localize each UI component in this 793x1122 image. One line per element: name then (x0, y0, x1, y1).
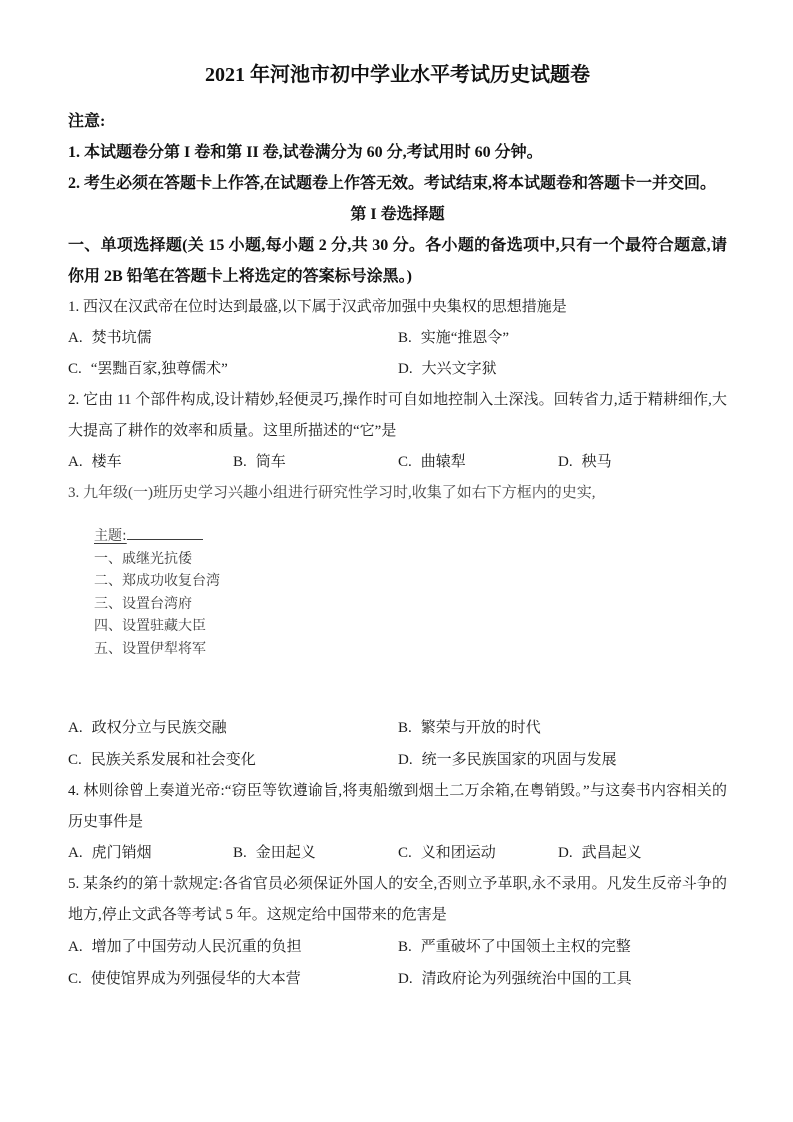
option-text: 统一多民族国家的巩固与发展 (421, 752, 617, 768)
option-key: A. (68, 845, 83, 861)
question-1-option-d (398, 354, 727, 385)
option-key: B. (398, 720, 412, 736)
question-3-stem: 3. 九年级(一)班历史学习兴趣小组进行研究性学习时,收集了如右下方框内的史实, (68, 485, 596, 501)
question-4-option-a (68, 838, 233, 869)
option-key: D. (558, 454, 573, 470)
option-key: B. (398, 330, 412, 346)
question-2-options (68, 447, 727, 478)
option-text: 义和团运动 (420, 845, 496, 861)
question-2-option-c (398, 447, 558, 478)
option-text: 筒车 (255, 454, 286, 470)
theme-line (94, 525, 727, 548)
question-3-options (68, 712, 727, 776)
question-1 (68, 292, 727, 385)
notice-item-2: 2. 考生必须在答题卡上作答,在试题卷上作答无效。考试结束,将本试题卷和答题卡一并交回。 (68, 175, 717, 192)
question-4-option-d (558, 838, 727, 869)
question-4-option-c (398, 838, 558, 869)
question-2-option-d (558, 447, 727, 478)
question-4 (68, 776, 727, 869)
option-key: C. (68, 752, 82, 768)
question-3-option-b (398, 712, 727, 744)
exam-title: 2021 年河池市初中学业水平考试历史试题卷 (205, 64, 590, 86)
option-text: 虎门销烟 (91, 845, 152, 861)
source-box-item-4: 四、设置驻藏大臣 (94, 618, 206, 634)
question-2-option-b (233, 447, 398, 478)
option-key: D. (398, 971, 413, 987)
question-4-stem: 4. 林则徐曾上奏道光帝:“窃臣等钦遵谕旨,将夷船缴到烟土二万余箱,在粤销毁。”与这奏书内容相关的历史事件是 (68, 783, 727, 830)
option-key: C. (398, 454, 412, 470)
question-4-options (68, 838, 727, 869)
question-3-option-a (68, 712, 398, 744)
option-text: 严重破坏了中国领土主权的完整 (420, 939, 631, 955)
question-5-stem: 5. 某条约的第十款规定:各省官员必须保证外国人的安全,否则立予革职,永不录用。凡发生反帝斗争的地方,停止文武各等考试 5 年。这规定给中国带来的危害是 (68, 876, 727, 923)
question-5-option-d (398, 963, 727, 995)
option-key: A. (68, 720, 83, 736)
question-3-source-box (94, 525, 727, 660)
question-5-options (68, 931, 727, 995)
question-3-option-d (398, 744, 727, 776)
question-2-option-a (68, 447, 233, 478)
question-1-stem: 1. 西汉在汉武帝在位时达到最盛,以下属于汉武帝加强中央集权的思想措施是 (68, 299, 567, 315)
question-1-option-a (68, 323, 398, 354)
option-text: 金田起义 (255, 845, 316, 861)
option-text: 实施“推恩令” (420, 330, 510, 346)
option-text: 秧马 (581, 454, 612, 470)
option-key: C. (68, 971, 82, 987)
question-3 (68, 478, 727, 776)
option-key: B. (233, 454, 247, 470)
question-3-option-c (68, 744, 398, 776)
option-text: 使使馆界成为列强侵华的大本营 (90, 971, 301, 987)
question-4-option-b (233, 838, 398, 869)
option-key: D. (398, 361, 413, 377)
notice-label: 注意: (68, 113, 106, 130)
notice-item-1: 1. 本试题卷分第 I 卷和第 II 卷,试卷满分为 60 分,考试用时 60 分钟。 (68, 144, 543, 161)
option-text: 楼车 (91, 454, 122, 470)
source-box-item-1: 一、戚继光抗倭 (94, 550, 192, 567)
option-text: 焚书坑儒 (91, 330, 152, 346)
question-5-option-a (68, 931, 398, 963)
option-key: B. (233, 845, 247, 861)
option-key: B. (398, 939, 412, 955)
option-text: “罢黜百家,独尊儒术” (90, 361, 228, 377)
question-2-stem: 2. 它由 11 个部件构成,设计精妙,轻便灵巧,操作时可自如地控制入土深浅。回转省力,适于精耕细作,大大提高了耕作的效率和质量。这里所描述的“它”是 (68, 392, 727, 439)
question-1-option-b (398, 323, 727, 354)
part1-heading: 第 I 卷选择题 (350, 206, 445, 223)
theme-blank-line (127, 525, 203, 540)
option-key: D. (398, 752, 413, 768)
option-key: A. (68, 939, 83, 955)
option-text: 清政府论为列强统治中国的工具 (421, 971, 632, 987)
question-5-option-c (68, 963, 398, 995)
option-text: 民族关系发展和社会变化 (90, 752, 256, 768)
theme-label: 主题: (94, 528, 127, 544)
option-text: 政权分立与民族交融 (91, 720, 227, 736)
question-1-options (68, 323, 727, 385)
question-1-option-c (68, 354, 398, 385)
option-key: C. (398, 845, 412, 861)
option-key: A. (68, 330, 83, 346)
option-key: A. (68, 454, 83, 470)
option-key: D. (558, 845, 573, 861)
question-5 (68, 869, 727, 995)
option-key: C. (68, 361, 82, 377)
section1-instructions: 一、单项选择题(关 15 小题,每小题 2 分,共 30 分。各小题的备选项中,只有一个最符合题意,请你用 2B 铅笔在答题卡上将选定的答案标号涂黑。) (68, 237, 727, 285)
source-box-item-2: 二、郑成功收复台湾 (94, 573, 220, 589)
option-text: 繁荣与开放的时代 (420, 720, 541, 736)
option-text: 大兴文字狱 (421, 361, 497, 377)
option-text: 武昌起义 (581, 845, 642, 861)
option-text: 增加了中国劳动人民沉重的负担 (91, 939, 302, 955)
question-5-option-b (398, 931, 727, 963)
option-text: 曲辕犁 (420, 454, 466, 470)
question-2 (68, 385, 727, 478)
source-box-item-5: 五、设置伊犁将军 (94, 640, 206, 657)
source-box-item-3: 三、设置台湾府 (94, 595, 192, 612)
